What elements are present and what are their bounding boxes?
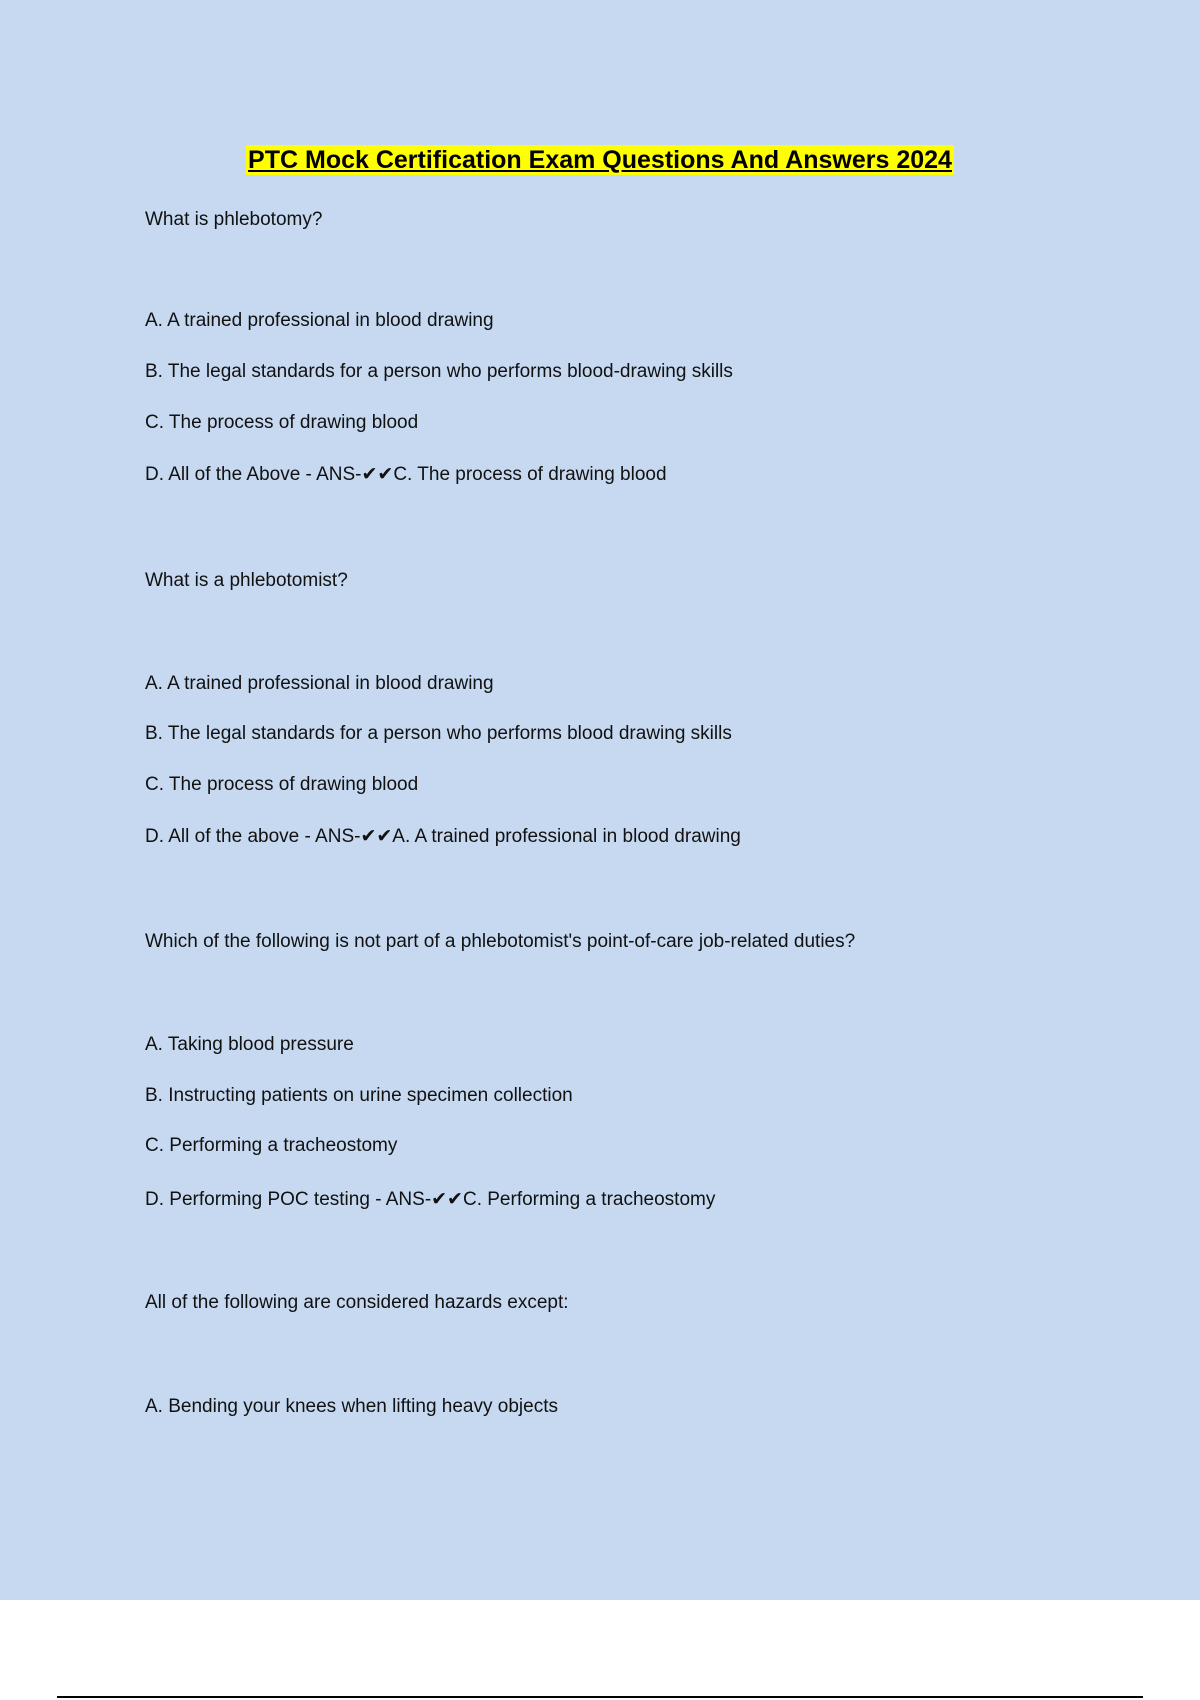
question-1-option-a: A. A trained professional in blood drawing [145, 310, 494, 331]
question-3-option-c: C. Performing a tracheostomy [145, 1135, 398, 1156]
question-2: What is a phlebotomist? [145, 570, 348, 591]
question-4-option-a: A. Bending your knees when lifting heavy objects [145, 1396, 558, 1417]
question-2-option-c: C. The process of drawing blood [145, 774, 419, 795]
question-1-option-d-answer: D. All of the Above - ANS-✔✔C. The process of drawing blood [145, 464, 667, 485]
question-3-option-d-answer: D. Performing POC testing - ANS-✔✔C. Performing a tracheostomy [145, 1189, 716, 1210]
question-1: What is phlebotomy? [145, 209, 323, 230]
question-3-option-a: A. Taking blood pressure [145, 1034, 354, 1055]
question-1-option-c: C. The process of drawing blood [145, 412, 419, 433]
question-3: Which of the following is not part of a phlebotomist's point-of-care job-related duties? [145, 931, 856, 952]
title-container [0, 145, 1200, 175]
question-3-option-b: B. Instructing patients on urine specimen collection [145, 1085, 573, 1106]
footer-divider [57, 1696, 1143, 1698]
question-4: All of the following are considered hazards except: [145, 1292, 569, 1313]
document-title: PTC Mock Certification Exam Questions And Answers 2024 [248, 146, 952, 174]
question-2-option-d-answer: D. All of the above - ANS-✔✔A. A trained professional in blood drawing [145, 826, 741, 847]
question-2-option-a: A. A trained professional in blood drawing [145, 673, 494, 694]
question-1-option-b: B. The legal standards for a person who performs blood-drawing skills [145, 361, 733, 382]
question-2-option-b: B. The legal standards for a person who performs blood drawing skills [145, 723, 732, 744]
